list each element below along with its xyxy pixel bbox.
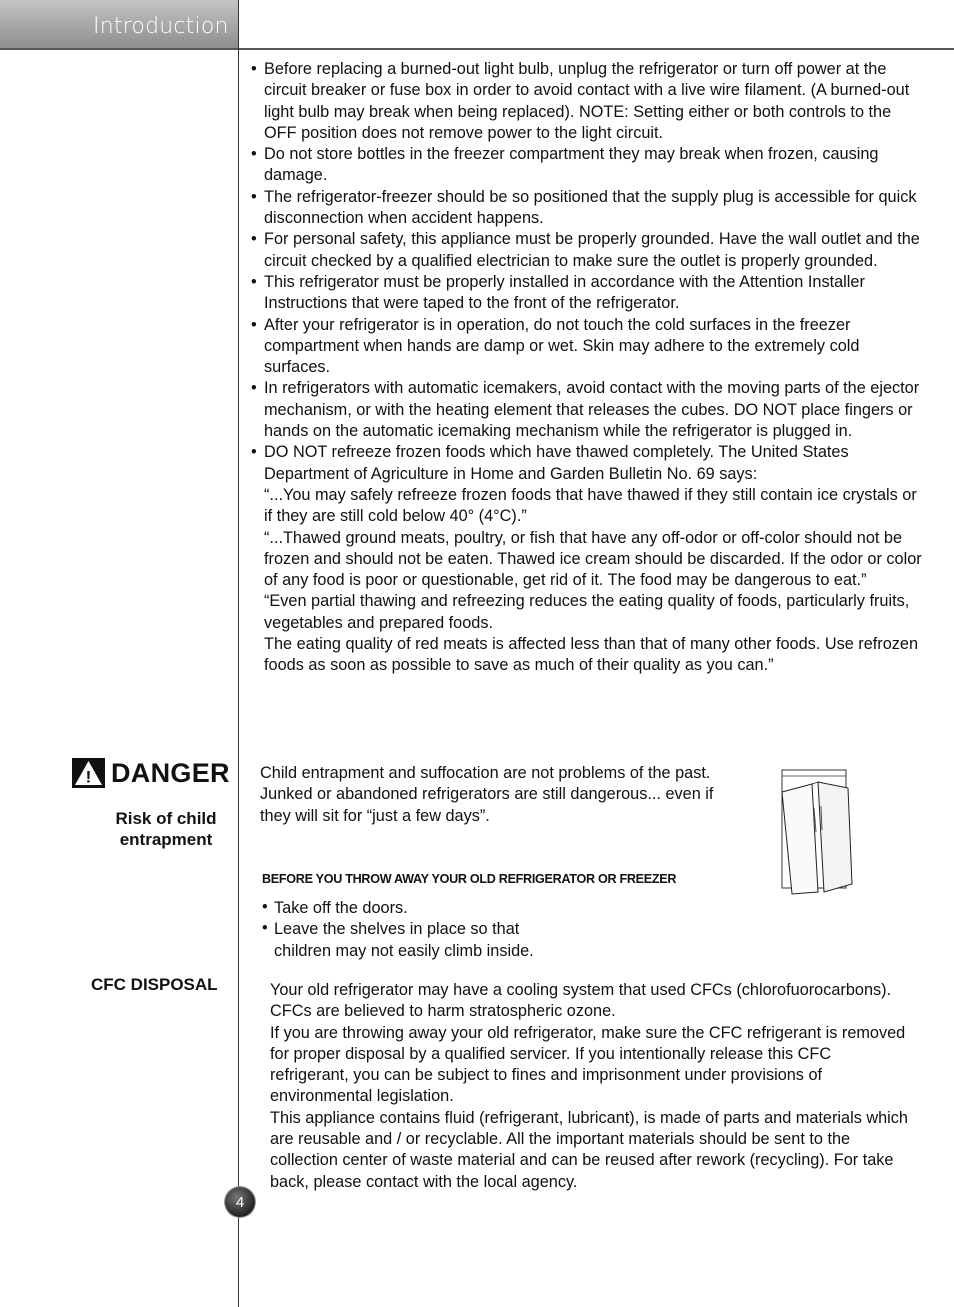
column-divider	[238, 0, 239, 1307]
warning-glyph: !	[85, 767, 92, 786]
disposal-steps	[262, 898, 564, 962]
bullet-item	[250, 272, 925, 315]
bullet-text: • Before replacing a burned-out light bulb, unplug the refrigerator or turn off power at the circuit breaker or fuse box in order to avoid contact with a live wire filament. (A burned-out light bulb may break when being replaced). NOTE: Setting either or both controls to the OFF position does not remove power to the light circuit.	[264, 60, 910, 142]
header-tab	[0, 0, 238, 50]
cfc-disposal-label: CFC DISPOSAL	[91, 975, 218, 994]
risk-label: Risk of child entrapment	[115, 809, 217, 849]
bullet-text: • In refrigerators with automatic icemakers, avoid contact with the moving parts of the ejector mechanism, or with the heating element that releases the cubes. DO NOT place fingers or hands on the automatic icemaking mechanism while the refrigerator is plugged in.	[264, 379, 920, 441]
usda-quote: “...Thawed ground meats, poultry, or fish that have any off-odor or off-color should not be frozen and should not be eaten. Thawed ice cream should be discarded. If the odor or color of any food is poor or questionable, get rid of it. The food may be dangerous to eat.”	[264, 528, 922, 590]
warning-triangle-icon	[72, 758, 105, 788]
before-throw-heading: BEFORE YOU THROW AWAY YOUR OLD REFRIGERATOR OR FREEZER	[262, 872, 677, 886]
bullet-item	[250, 229, 925, 272]
bullet-text: • The refrigerator-freezer should be so positioned that the supply plug is accessible for quick disconnection when accident happens.	[264, 187, 917, 228]
bullet-text: • DO NOT refreeze frozen foods which have thawed completely. The United States Department of Agriculture in Home and Garden Bulletin No. 69 says:	[264, 443, 849, 483]
list-item: • Take off the doors.	[262, 898, 564, 919]
safety-bullet-list	[250, 59, 925, 677]
bullet-text: • This refrigerator must be properly installed in accordance with the Attention Installer Instructions that were taped to the front of the refrigerator.	[264, 272, 865, 313]
cfc-paragraph: Your old refrigerator may have a cooling system that used CFCs (chlorofuorocarbons). CFCs are believed to harm stratospheric ozone.	[270, 981, 892, 1021]
cfc-text	[270, 980, 910, 1193]
bullet-text: • For personal safety, this appliance must be properly grounded. Have the wall outlet and the circuit checked by a qualified electrician to make sure the outlet is properly grounded.	[264, 230, 920, 270]
usda-quote: “Even partial thawing and refreezing reduces the eating quality of foods, particularly fruits, vegetables and prepared foods.	[264, 592, 910, 632]
bullet-item	[250, 59, 925, 144]
refrigerator-illustration	[776, 768, 856, 896]
usda-quote: The eating quality of red meats is affected less than that of many other foods. Use refrozen foods as soon as possible to save as much of their quality as you can.”	[264, 635, 919, 675]
bullet-item	[250, 442, 925, 676]
danger-text: Child entrapment and suffocation are not problems of the past. Junked or abandoned refrigerators are still dangerous... even if they will sit for “just a few days”.	[260, 764, 714, 825]
bullet-item	[250, 378, 925, 442]
bullet-item	[250, 144, 925, 187]
bullet-text: • Do not store bottles in the freezer compartment they may break when frozen, causing damage.	[264, 145, 879, 185]
bullet-item	[250, 315, 925, 379]
cfc-paragraph: This appliance contains fluid (refrigerant, lubricant), is made of parts and materials which are reusable and / or recyclable. All the important materials should be sent to the collection center of waste material and can be reused after rework (recycling). For take back, please contact with the local agency.	[270, 1108, 908, 1191]
bullet-item	[250, 187, 925, 230]
usda-quote: “...You may safely refreeze frozen foods that have thawed if they still contain ice crystals or if they are still cold below 40° (4°C).”	[264, 485, 917, 526]
cfc-paragraph: If you are throwing away your old refrigerator, make sure the CFC refrigerant is removed for proper disposal by a qualified servicer. If you intentionally release this CFC refrigerant, you can be subject to fines and imprisonment under provisions of environmental legislation.	[270, 1023, 906, 1106]
list-item: • Leave the shelves in place so that children may not easily climb inside.	[262, 919, 564, 962]
bullet-text: • After your refrigerator is in operation, do not touch the cold surfaces in the freezer compartment when hands are damp or wet. Skin may adhere to the extremely cold surfaces.	[264, 315, 860, 377]
section-title: Introduction	[93, 14, 229, 39]
header-rule	[238, 48, 954, 50]
danger-word: DANGER	[111, 757, 230, 788]
page-number: 4	[225, 1187, 255, 1217]
danger-heading	[72, 758, 230, 788]
